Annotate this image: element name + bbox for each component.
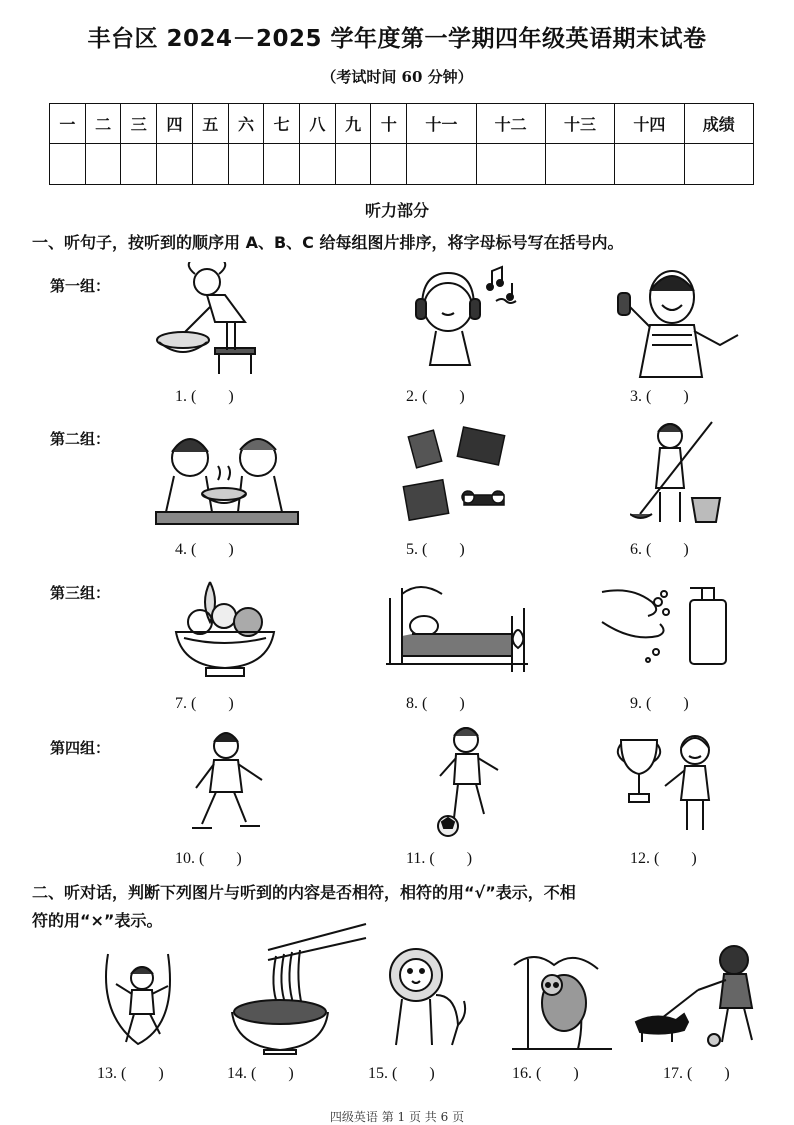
answer-blank-15[interactable]: 15. ( ): [368, 1065, 435, 1082]
trophy-girl-icon: [615, 730, 725, 835]
koala-tree-icon: [508, 945, 618, 1055]
score-cell[interactable]: [335, 144, 371, 185]
score-col-header: 六: [228, 104, 264, 144]
part2-heading-line2: 符的用“×”表示。: [32, 911, 163, 930]
score-cell[interactable]: [121, 144, 157, 185]
part1-heading: 一、听句子，按听到的顺序用 A、B、C 给每组图片排序，将字母标号写在括号内。: [32, 233, 624, 252]
score-col-header: 二: [85, 104, 121, 144]
phone-call-icon: [610, 265, 745, 380]
answer-blank-6[interactable]: 6. ( ): [630, 541, 689, 558]
answer-blank-2[interactable]: 2. ( ): [406, 388, 465, 405]
answer-blank-3[interactable]: 3. ( ): [630, 388, 689, 405]
score-col-header: 三: [121, 104, 157, 144]
listening-section-title: 听力部分: [364, 201, 429, 220]
mopping-icon: [630, 418, 725, 528]
score-col-header: 成绩: [684, 104, 754, 144]
score-col-header: 九: [335, 104, 371, 144]
sleeping-bed-icon: [382, 578, 532, 678]
group-2-label: 第二组：: [50, 430, 111, 448]
score-table-input-row: [50, 144, 754, 185]
stamps-icon: [398, 425, 528, 525]
answer-blank-11[interactable]: 11. ( ): [406, 850, 473, 867]
score-cell[interactable]: [615, 144, 684, 185]
score-col-header: 七: [264, 104, 300, 144]
score-cell[interactable]: [50, 144, 86, 185]
score-cell[interactable]: [192, 144, 228, 185]
football-icon: [432, 722, 507, 837]
answer-blank-13[interactable]: 13. ( ): [97, 1065, 164, 1082]
score-cell[interactable]: [85, 144, 121, 185]
answer-blank-8[interactable]: 8. ( ): [406, 695, 465, 712]
score-cell[interactable]: [157, 144, 193, 185]
score-cell[interactable]: [300, 144, 336, 185]
score-cell[interactable]: [684, 144, 754, 185]
answer-blank-12[interactable]: 12. ( ): [630, 850, 697, 867]
cooking-kids-icon: [152, 428, 302, 528]
ice-skating-icon: [188, 728, 268, 838]
score-cell[interactable]: [476, 144, 545, 185]
group-4-label: 第四组：: [50, 739, 111, 757]
listening-music-icon: [400, 265, 535, 375]
score-table: [49, 103, 754, 185]
answer-blank-7[interactable]: 7. ( ): [175, 695, 234, 712]
score-col-header: 十四: [615, 104, 684, 144]
walking-dog-icon: [628, 942, 778, 1052]
score-col-header: 十二: [476, 104, 545, 144]
score-col-header: 一: [50, 104, 86, 144]
group-3-label: 第三组：: [50, 584, 111, 602]
exam-duration: （考试时间 60 分钟）: [321, 68, 473, 86]
score-col-header: 十三: [545, 104, 614, 144]
exam-title: 丰台区 2024－2025 学年度第一学期四年级英语期末试卷: [87, 26, 707, 52]
score-col-header: 十: [371, 104, 407, 144]
score-col-header: 五: [192, 104, 228, 144]
fruit-bowl-icon: [170, 572, 280, 682]
answer-blank-1[interactable]: 1. ( ): [175, 388, 234, 405]
score-col-header: 八: [300, 104, 336, 144]
page-footer: 四级英语 第 1 页 共 6 页: [329, 1110, 465, 1124]
answer-blank-10[interactable]: 10. ( ): [175, 850, 242, 867]
noodles-icon: [228, 920, 368, 1055]
score-cell[interactable]: [545, 144, 614, 185]
score-cell[interactable]: [371, 144, 407, 185]
washing-clothes-icon: [155, 262, 267, 382]
answer-blank-16[interactable]: 16. ( ): [512, 1065, 579, 1082]
answer-blank-17[interactable]: 17. ( ): [663, 1065, 730, 1082]
answer-blank-14[interactable]: 14. ( ): [227, 1065, 294, 1082]
score-table-header-row: [50, 104, 754, 144]
jump-rope-icon: [100, 950, 185, 1055]
washing-hands-icon: [598, 572, 728, 672]
lion-icon: [382, 945, 472, 1055]
score-cell[interactable]: [228, 144, 264, 185]
answer-blank-9[interactable]: 9. ( ): [630, 695, 689, 712]
group-1-label: 第一组：: [50, 277, 111, 295]
answer-blank-4[interactable]: 4. ( ): [175, 541, 234, 558]
part2-heading-line1: 二、听对话，判断下列图片与听到的内容是否相符，相符的用“√”表示，不相: [32, 883, 576, 902]
score-cell[interactable]: [264, 144, 300, 185]
score-col-header: 十一: [407, 104, 476, 144]
score-col-header: 四: [157, 104, 193, 144]
answer-blank-5[interactable]: 5. ( ): [406, 541, 465, 558]
score-cell[interactable]: [407, 144, 476, 185]
